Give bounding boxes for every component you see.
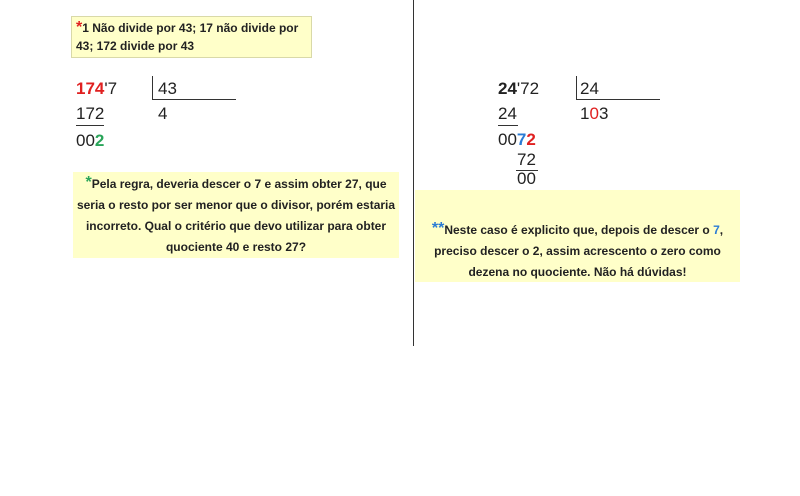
right-division-bar-vertical xyxy=(576,76,577,100)
asterisk-marker: ** xyxy=(431,220,445,237)
left-quotient: 4 xyxy=(158,104,168,123)
note-question xyxy=(73,172,399,258)
partial-prefix: 00 xyxy=(498,130,517,149)
dividend-head: 24 xyxy=(498,79,517,98)
left-dividend xyxy=(76,79,117,99)
note-divisibility xyxy=(71,16,312,58)
left-subtrahend: 172 xyxy=(76,104,105,123)
right-subtrahend: 24 xyxy=(498,104,517,123)
note-text-before: Neste caso é explicito que, depois de descer o xyxy=(444,223,714,237)
right-subtraction-line xyxy=(498,125,518,126)
right-final-remainder: 00 xyxy=(517,169,536,188)
right-quotient xyxy=(580,104,608,124)
left-division-bar-horizontal xyxy=(152,99,236,100)
partial-digit-7: 7 xyxy=(516,130,527,149)
dividend-head: 174 xyxy=(76,79,105,98)
quotient-digit-3: 3 xyxy=(598,104,609,123)
left-remainder xyxy=(76,131,104,151)
dividend-tail: 72 xyxy=(520,79,540,98)
page-divider xyxy=(413,0,414,346)
left-division-bar-vertical xyxy=(152,76,153,100)
dividend-separator: ' xyxy=(104,79,108,98)
asterisk-marker: * xyxy=(85,174,92,191)
note-text: 1 Não divide por 43; 17 não divide por 43; 172 divide por 43 xyxy=(76,21,299,53)
left-subtraction-line xyxy=(76,125,104,126)
remainder-digit: 2 xyxy=(94,131,105,150)
note-explanation xyxy=(415,190,740,282)
right-partial-remainder xyxy=(498,130,536,150)
asterisk-marker: * xyxy=(76,19,83,36)
right-dividend xyxy=(498,79,539,99)
note-text: Pela regra, deveria descer o 7 e assim obter 27, que seria o resto por ser menor que o divisor, porém estaria incorreto. Qual o critério que devo utilizar para obter quociente 40 e resto 27? xyxy=(76,177,396,254)
dividend-tail: 7 xyxy=(107,79,118,98)
note-highlight-digit: 7 xyxy=(713,223,720,237)
quotient-digit-2: 0 xyxy=(589,104,599,123)
note-text-after: , preciso descer o 2, assim acrescento o zero como dezena no quociente. Não há dúvidas! xyxy=(434,223,724,279)
remainder-prefix: 00 xyxy=(76,131,95,150)
right-second-subtrahend: 72 xyxy=(517,150,536,169)
right-divisor: 24 xyxy=(580,79,599,98)
left-divisor: 43 xyxy=(158,79,177,98)
right-division-bar-horizontal xyxy=(576,99,660,100)
partial-digit-2: 2 xyxy=(526,130,536,149)
quotient-digit-1: 1 xyxy=(580,104,590,123)
dividend-separator: ' xyxy=(516,79,521,98)
